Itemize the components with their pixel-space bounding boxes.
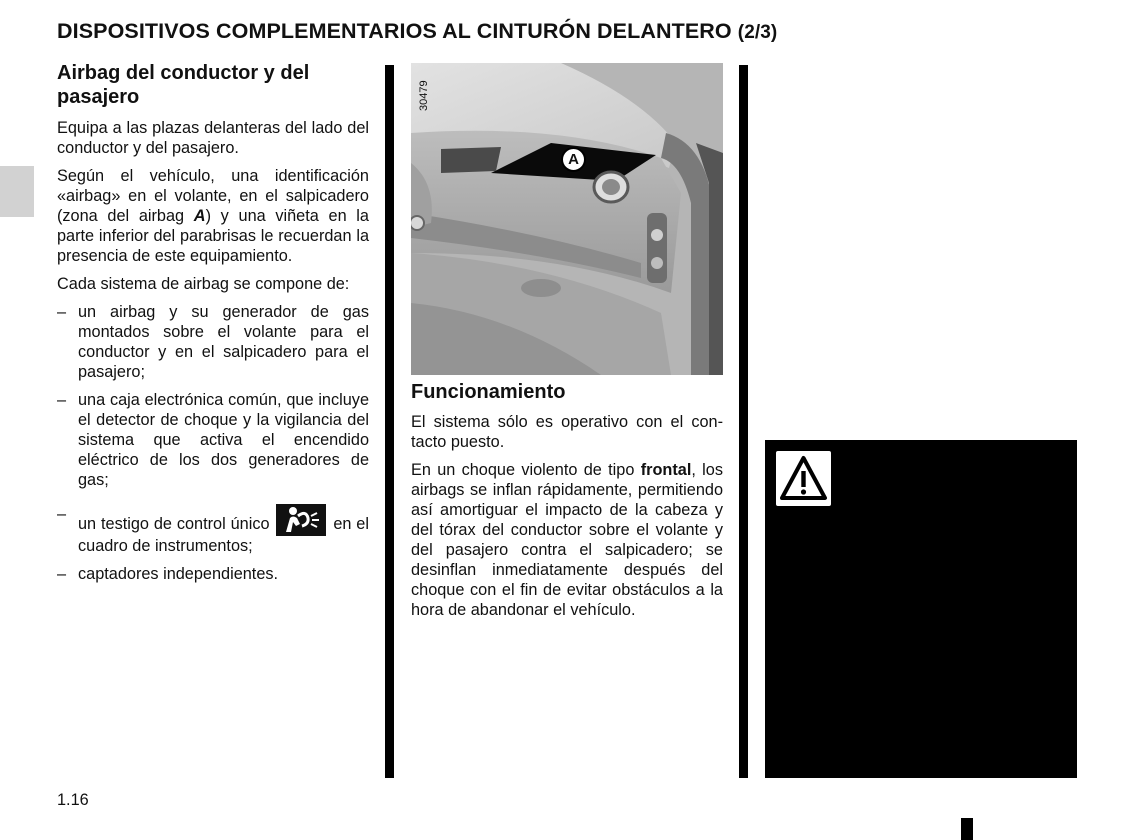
page-title-suffix: (2/3) <box>737 22 778 43</box>
column-divider-bar <box>739 65 748 778</box>
airbag-zone-reference: A <box>193 207 206 225</box>
operation-paragraph-2 <box>411 460 723 620</box>
column-airbag-description <box>57 61 369 592</box>
airbag-components-intro: Cada sistema de airbag se compone de: <box>57 275 350 293</box>
bottom-thumb-mark <box>961 818 973 840</box>
airbag-warning-light-icon <box>276 504 326 536</box>
airbag-intro-paragraph: Equipa a las plazas delanteras del lado del conductor y del pasajero. <box>57 119 369 157</box>
text-run: en el cuadro de instrumentos; <box>78 515 369 555</box>
dashboard-airbag-photo <box>411 63 723 375</box>
section-title-operation: Funcionamiento <box>411 381 566 403</box>
list-item: – un airbag y su generador de gas montados sobre el volante para el conductor y en el salpicadero para el pasajero; <box>57 302 369 382</box>
warning-triangle-icon <box>776 451 831 506</box>
section-tab-marker <box>0 166 34 217</box>
column-operation <box>411 380 723 628</box>
text-run: un testigo de control único <box>78 515 270 533</box>
page-title <box>57 19 777 44</box>
column-divider-bar <box>385 65 394 778</box>
section-title-airbag: Airbag del conductor y del pasajero <box>57 62 310 108</box>
list-item: – una caja electrónica común, que incluye el detector de choque y la vigilancia del sistema que activa el encendido eléctrico de los dos generadores de gas; <box>57 390 369 490</box>
page-title-text: DISPOSITIVOS COMPLEMENTARIOS AL CINTURÓN DELANTERO <box>57 19 732 43</box>
dashboard-illustration <box>411 63 723 375</box>
text-run: , los airbags se inflan rápidamente, permitiendo así amortiguar el impacto de la cabeza y del tórax del conductor sobre el volante y del pasajero contra el salpicadero; se desinflan inmediatamente después del choque con el fin de evitar obstáculos a la hora de abandonar el vehículo. <box>411 461 723 619</box>
text-run: En un choque violento de tipo <box>411 461 641 479</box>
airbag-identification-paragraph <box>57 166 369 266</box>
airbag-zone-marker: A <box>561 147 586 172</box>
text-run-bold: frontal <box>640 461 692 479</box>
photo-reference-label <box>411 63 441 117</box>
list-item <box>57 504 369 556</box>
warning-box <box>765 440 1077 778</box>
text-run: ) y una viñeta en la parte inferior del parabrisas le recuerdan la presencia de este equipamiento. <box>57 207 369 265</box>
list-item: – captadores independientes. <box>57 564 369 584</box>
airbag-components-list <box>57 302 369 584</box>
operation-paragraph-1: El sistema sólo es operativo con el contacto puesto. <box>411 413 723 451</box>
page-number: 1.16 <box>57 791 89 809</box>
photo-reference-number: 30479 <box>418 80 430 111</box>
text-run: Según el vehículo, una identificación «airbag» en el volante, en el salpicadero (zona del airbag <box>57 167 369 225</box>
